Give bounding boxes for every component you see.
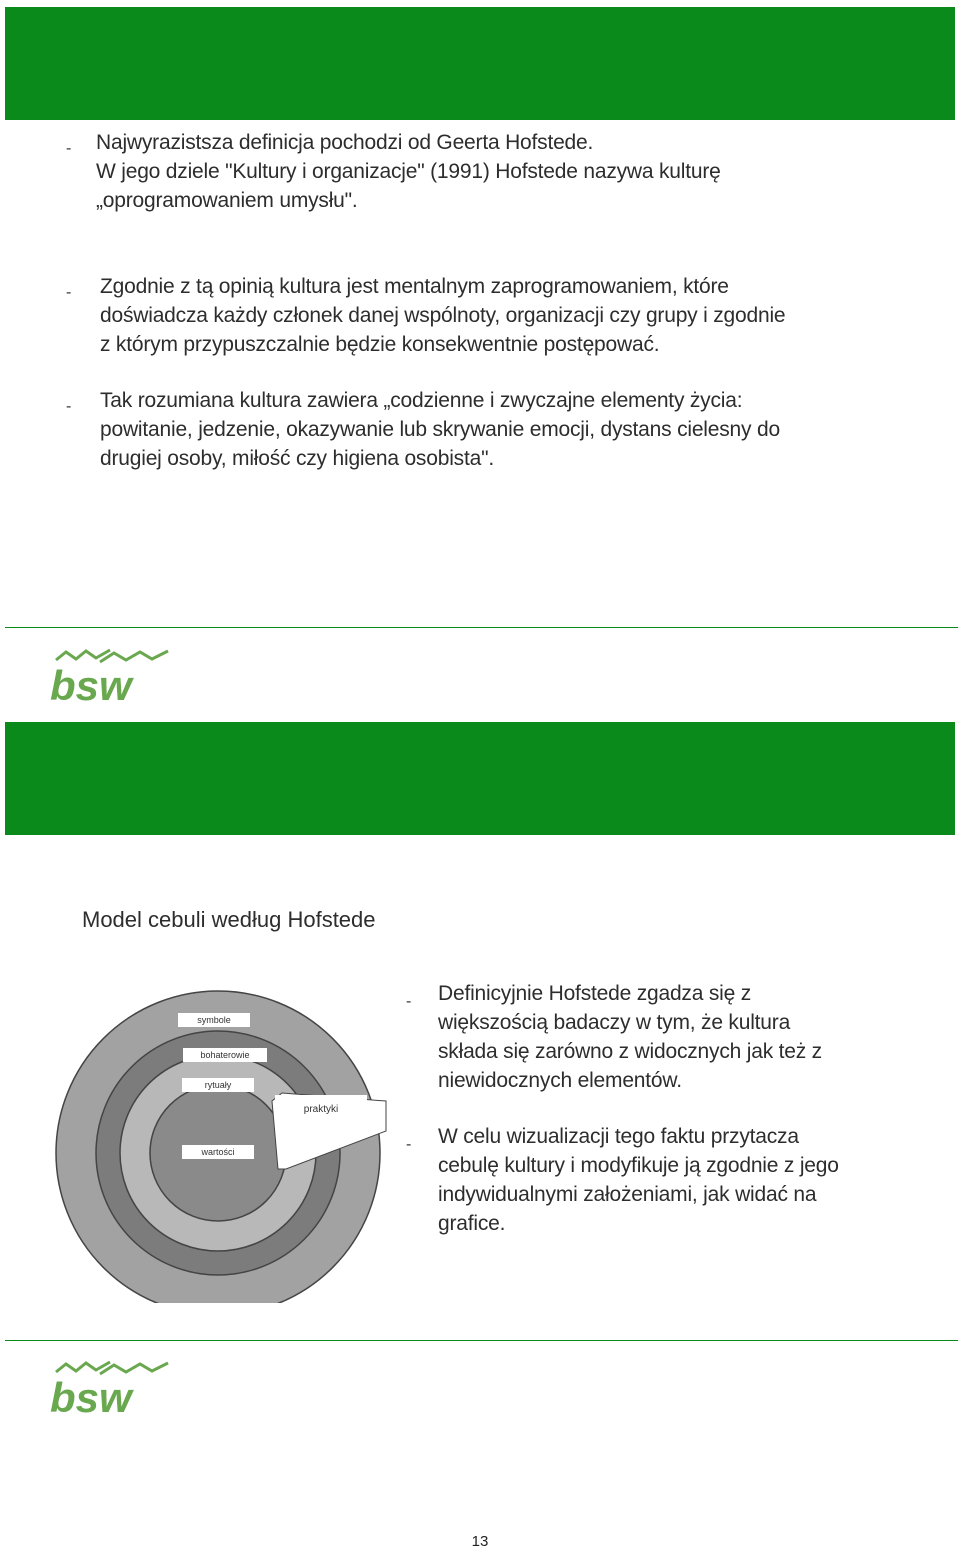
bullet-line: Tak rozumiana kultura zawiera „codzienne i zwyczajne elementy życia:	[100, 389, 743, 412]
bullet-line: W celu wizualizacji tego faktu przytacza	[438, 1125, 799, 1148]
layer-label-values: wartości	[182, 1145, 254, 1159]
layer-label-heroes: bohaterowie	[183, 1048, 267, 1062]
bullet-line: „oprogramowaniem umysłu".	[96, 189, 358, 212]
page-number: 13	[471, 1533, 489, 1550]
slide-2	[0, 715, 960, 1435]
bullet-line: W jego dziele "Kultury i organizacje" (1991) Hofstede nazywa kulturę	[96, 160, 721, 183]
bullet-onion-visualization	[438, 1122, 839, 1238]
layer-label-practices: praktyki	[275, 1095, 367, 1127]
layer-label-symbols: symbole	[178, 1013, 250, 1027]
bullet-marker: -	[406, 1136, 412, 1153]
bullet-line: indywidualnymi założeniami, jak widać na	[438, 1183, 817, 1206]
slide-2-footer-rule	[5, 1340, 958, 1341]
bsw-logo	[40, 1360, 170, 1416]
bullet-line: grafice.	[438, 1212, 506, 1235]
bullet-line: doświadcza każdy członek danej wspólnoty, organizacji czy grupy i zgodnie	[100, 304, 786, 327]
slide-1-header-bar	[5, 7, 955, 120]
bullet-marker: -	[66, 398, 72, 415]
slide-2-header-bar	[5, 722, 955, 835]
svg-text:bsw: bsw	[50, 662, 132, 704]
bsw-logo	[40, 648, 170, 704]
slide-1	[0, 0, 960, 715]
bullet-line: niewidocznych elementów.	[438, 1069, 682, 1092]
bullet-line: cebulę kultury i modyfikuje ją zgodnie z jego	[438, 1154, 839, 1177]
bullet-line: większością badaczy w tym, że kultura	[438, 1011, 791, 1034]
bullet-line: z którym przypuszczalnie będzie konsekwentnie postępować.	[100, 333, 660, 356]
svg-text:bsw: bsw	[50, 1374, 132, 1416]
bullet-line: Zgodnie z tą opinią kultura jest mentalnym zaprogramowaniem, które	[100, 275, 729, 298]
slide-1-footer-rule	[5, 627, 958, 628]
slide-heading: Model cebuli według Hofstede	[82, 907, 376, 932]
layer-label-rituals: rytuały	[182, 1078, 254, 1092]
bullet-everyday-elements	[100, 386, 780, 473]
bullet-line: składa się zarówno z widocznych jak też z	[438, 1040, 822, 1063]
onion-model-diagram	[50, 973, 390, 1303]
bullet-line: Definicyjnie Hofstede zgadza się z	[438, 982, 752, 1005]
bullet-line: Najwyrazistsza definicja pochodzi od Geerta Hofstede.	[96, 131, 594, 154]
bullet-line: drugiej osoby, miłość czy higiena osobista".	[100, 447, 494, 470]
bullet-mental-programming	[100, 272, 785, 359]
bullet-line: powitanie, jedzenie, okazywanie lub skrywanie emocji, dystans cielesny do	[100, 418, 780, 441]
bullet-visible-invisible	[438, 979, 822, 1095]
bullet-definition	[96, 128, 721, 215]
bullet-marker: -	[406, 993, 412, 1010]
bullet-marker: -	[66, 140, 72, 157]
bullet-marker: -	[66, 284, 72, 301]
